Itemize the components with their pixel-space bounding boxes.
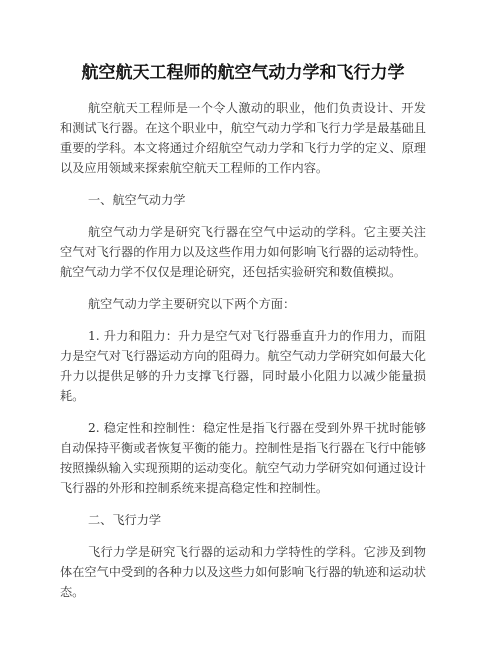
section-heading-flight-mechanics: 二、飞行力学 (88, 513, 162, 527)
aerodynamics-definition-paragraph: 航空气动力学是研究飞行器在空气中运动的学科。它主要关注空气对飞行器的作用力以及这些作用力如何影响飞行器的运动特性。航空气动力学不仅仅是理论研究，还包括实验研究和数值模拟。 (60, 225, 426, 279)
intro-paragraph: 航空航天工程师是一个令人激动的职业，他们负责设计、开发和测试飞行器。在这个职业中，航空气动力学和飞行力学是最基础且重要的学科。本文将通过介绍航空气动力学和飞行力学的定义、原理以及应用领域来探索航空航天工程师的工作内容。 (60, 101, 426, 175)
aerodynamics-aspects-paragraph: 航空气动力学主要研究以下两个方面： (88, 297, 296, 311)
flight-mechanics-definition-paragraph: 飞行力学是研究飞行器的运动和力学特性的学科。它涉及到物体在空气中受到的各种力以及这些力如何影响飞行器的轨迹和运动状态。 (60, 545, 426, 599)
section-heading-aerodynamics: 一、航空气动力学 (88, 193, 186, 207)
stability-control-item: 2. 稳定性和控制性：稳定性是指飞行器在受到外界干扰时能够自动保持平衡或者恢复平衡的能力。控制性是指飞行器在飞行中能够按照操纵输入实现预期的运动变化。航空气动力学研究如何通过设计飞行器的外形和控制系统来提高稳定性和控制性。 (60, 421, 426, 495)
document-title: 航空航天工程师的航空气动力学和飞行力学 (81, 63, 405, 83)
lift-drag-item: 1. 升力和阻力：升力是空气对飞行器垂直升力的作用力，而阻力是空气对飞行器运动方向的阻碍力。航空气动力学研究如何最大化升力以提供足够的升力支撑飞行器，同时最小化阻力以减少能量损耗。 (60, 329, 426, 403)
